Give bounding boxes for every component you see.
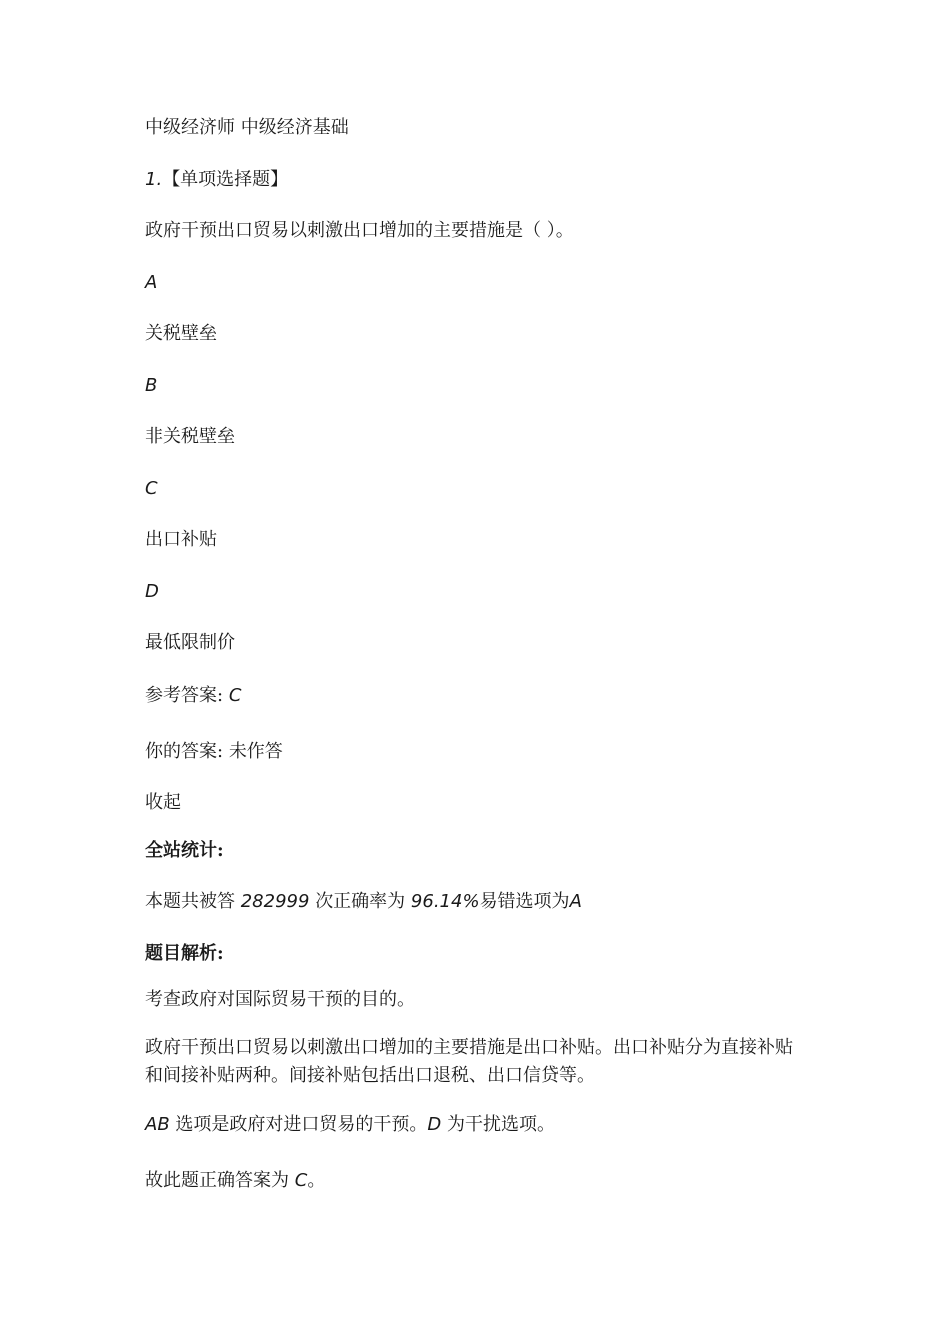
- collapse-link[interactable]: 收起: [145, 792, 181, 813]
- option-letter-b: B: [145, 375, 158, 396]
- your-answer: [145, 740, 283, 764]
- question-stem: 政府干预出口贸易以刺激出口增加的主要措施是（ ）。: [145, 220, 574, 241]
- stats-count: 282999: [240, 891, 310, 912]
- reference-answer: [145, 684, 241, 708]
- analysis-p4-text: 故此题正确答案为: [145, 1170, 289, 1191]
- stats-wrong-label: 易错选项为: [479, 891, 570, 912]
- option-letter-d: D: [145, 581, 159, 602]
- question-header: [145, 168, 288, 192]
- stats-middle: 次正确率为: [315, 891, 406, 912]
- stats-text: [145, 890, 582, 914]
- stats-prefix: 本题共被答: [145, 891, 235, 912]
- option-text-c: 出口补贴: [145, 529, 217, 550]
- question-number: 1.: [145, 169, 163, 190]
- reference-answer-value: C: [228, 685, 242, 706]
- analysis-paragraph-2: 政府干预出口贸易以刺激出口增加的主要措施是出口补贴。出口补贴分为直接补贴和间接补贴两种。间接补贴包括出口退税、出口信贷等。: [145, 1037, 793, 1086]
- analysis-p3-options: AB: [145, 1114, 170, 1135]
- option-text-b: 非关税壁垒: [145, 426, 235, 447]
- option-letter-a: A: [145, 272, 158, 293]
- analysis-p3-option-d: D: [427, 1114, 442, 1135]
- option-letter-c: C: [145, 478, 158, 499]
- analysis-p4-end: 。: [307, 1170, 326, 1191]
- analysis-heading: 题目解析:: [145, 943, 224, 964]
- analysis-paragraph-4: [145, 1169, 325, 1193]
- option-text-a: 关税壁垒: [145, 323, 217, 344]
- stats-wrong-option: A: [569, 891, 582, 912]
- stats-rate: 96.14%: [410, 891, 480, 912]
- your-answer-value: 未作答: [228, 741, 283, 762]
- document-title: 中级经济师 中级经济基础: [145, 117, 349, 138]
- your-answer-label: 你的答案:: [145, 741, 224, 762]
- option-text-d: 最低限制价: [145, 632, 235, 653]
- question-type: 【单项选择题】: [162, 169, 289, 190]
- analysis-p3-end: 为干扰选项。: [447, 1114, 556, 1135]
- stats-heading: 全站统计:: [145, 840, 224, 861]
- analysis-paragraph-3: [145, 1113, 555, 1137]
- analysis-p4-answer: C: [294, 1170, 308, 1191]
- reference-answer-label: 参考答案:: [145, 685, 224, 706]
- analysis-p3-middle: 选项是政府对进口贸易的干预。: [175, 1114, 428, 1135]
- analysis-paragraph-1: 考查政府对国际贸易干预的目的。: [145, 989, 415, 1010]
